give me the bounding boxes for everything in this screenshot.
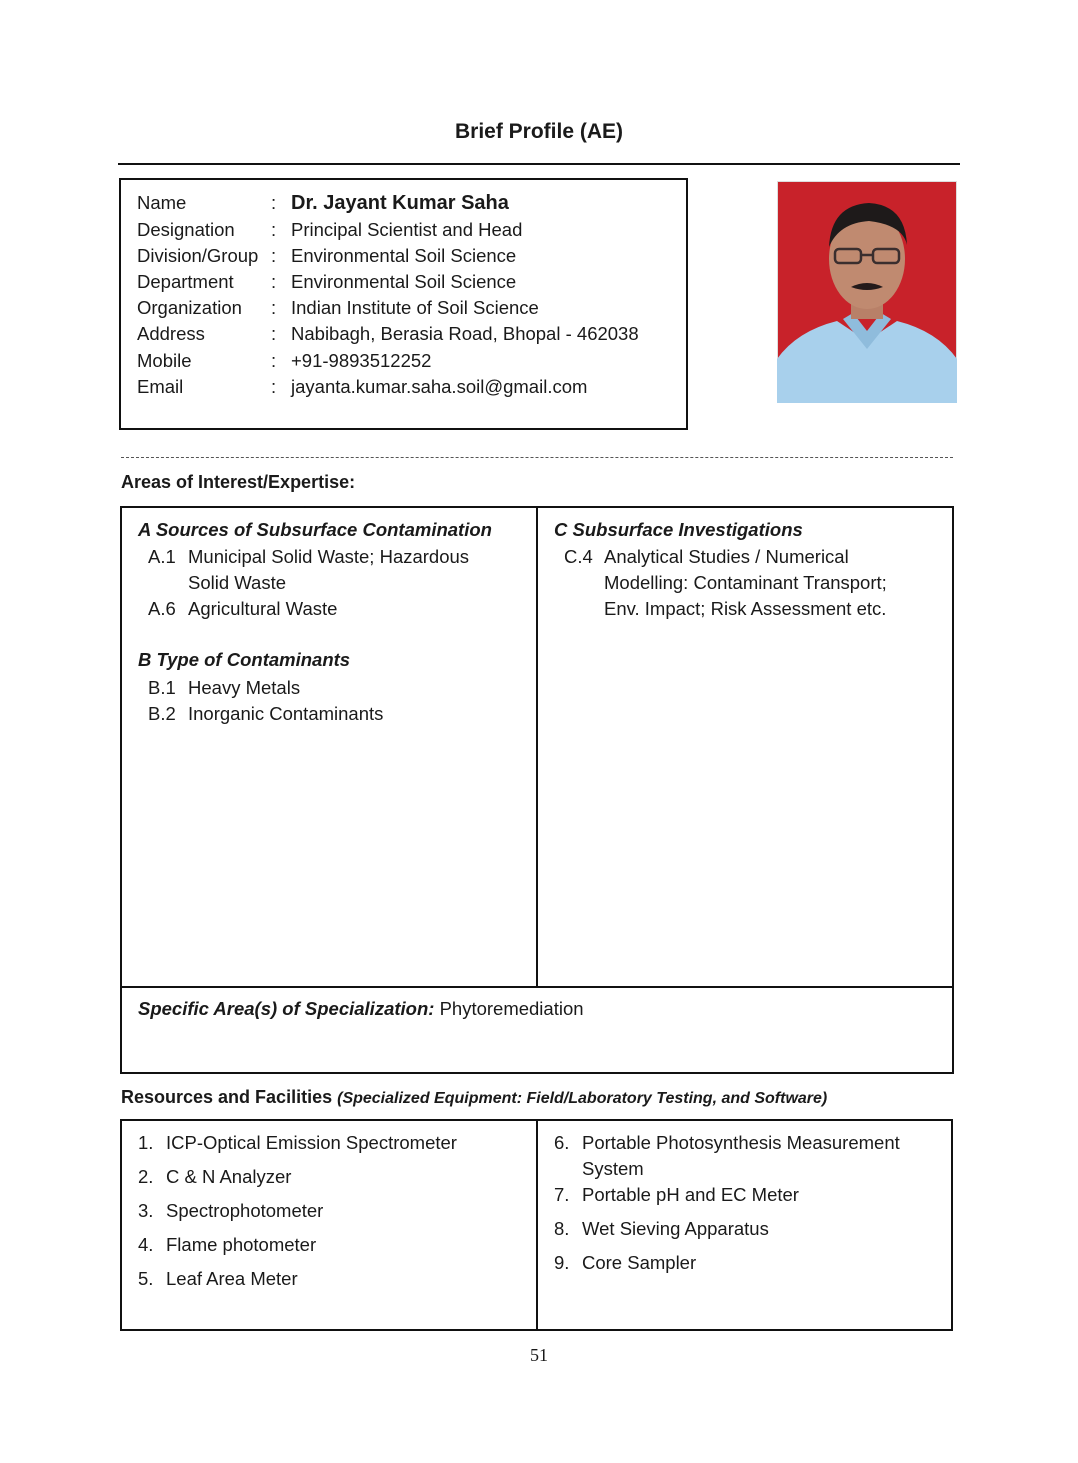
field-label: Organization <box>137 297 242 318</box>
field-separator: : <box>271 219 277 240</box>
item-text: Inorganic Contaminants <box>188 703 384 724</box>
field-separator: : <box>271 376 277 397</box>
field-value: Dr. Jayant Kumar Saha <box>291 192 509 214</box>
specialization-value: Phytoremediation <box>439 998 584 1019</box>
profile-row-designation <box>137 217 522 243</box>
item-text: Core Sampler <box>582 1252 697 1273</box>
profile-row-organization <box>137 295 539 321</box>
item-text: Municipal Solid Waste; Hazardous Solid Waste <box>188 546 470 593</box>
item-code: B.1 <box>148 677 176 698</box>
item-text: C & N Analyzer <box>166 1166 292 1187</box>
areas-heading: Areas of Interest/Expertise: <box>121 472 356 492</box>
specialization-label: Specific Area(s) of Specialization: <box>138 998 435 1019</box>
profile-info-box <box>119 178 688 430</box>
item-number: 8. <box>554 1218 570 1239</box>
item-text: Spectrophotometer <box>166 1200 324 1221</box>
field-label: Name <box>137 192 187 213</box>
person-portrait-icon <box>777 181 957 403</box>
item-number: 5. <box>138 1268 154 1289</box>
field-value: jayanta.kumar.saha.soil@gmail.com <box>291 376 588 397</box>
page-title: Brief Profile (AE) <box>454 120 624 143</box>
item-number: 7. <box>554 1184 570 1205</box>
field-value: Environmental Soil Science <box>291 245 517 266</box>
category-c-title: C Subsurface Investigations <box>554 519 803 540</box>
title-rule <box>118 163 960 165</box>
resources-heading <box>121 1087 827 1108</box>
field-value: Environmental Soil Science <box>291 271 517 292</box>
resources-table <box>120 1119 953 1331</box>
column-divider <box>536 1121 538 1329</box>
item-text: Flame photometer <box>166 1234 317 1255</box>
item-number: 9. <box>554 1252 570 1273</box>
areas-table <box>120 506 954 1074</box>
resources-title: Resources and Facilities <box>121 1087 333 1107</box>
item-text: Analytical Studies / Numerical Modelling: Contaminant Transport; Env. Impact; Risk Assessment etc. <box>604 546 887 619</box>
field-separator: : <box>271 271 277 292</box>
page-number: 51 <box>530 1345 548 1365</box>
field-value: +91-9893512252 <box>291 350 432 371</box>
profile-row-name <box>137 190 509 216</box>
specialization <box>138 998 584 1020</box>
item-code: A.1 <box>148 546 176 567</box>
list-item <box>564 544 944 622</box>
field-separator: : <box>271 323 277 344</box>
item-number: 3. <box>138 1200 154 1221</box>
list-item <box>148 675 528 701</box>
field-separator: : <box>271 245 277 266</box>
category-b-title: B Type of Contaminants <box>138 649 351 670</box>
item-number: 1. <box>138 1132 154 1153</box>
profile-row-department <box>137 269 516 295</box>
field-separator: : <box>271 192 277 213</box>
field-label: Email <box>137 376 184 397</box>
field-value: Principal Scientist and Head <box>291 219 523 240</box>
item-number: 6. <box>554 1132 570 1153</box>
column-divider <box>536 508 538 988</box>
field-value: Nabibagh, Berasia Road, Bhopal - 462038 <box>291 323 639 344</box>
list-item <box>148 544 528 596</box>
field-label: Designation <box>137 219 235 240</box>
field-separator: : <box>271 350 277 371</box>
item-text: Leaf Area Meter <box>166 1268 298 1289</box>
profile-row-division <box>137 243 516 269</box>
resources-subtitle: (Specialized Equipment: Field/Laboratory Testing, and Software) <box>337 1090 828 1107</box>
profile-row-email <box>137 374 587 400</box>
list-item <box>148 596 528 622</box>
item-number: 2. <box>138 1166 154 1187</box>
field-separator: : <box>271 297 277 318</box>
field-label: Address <box>137 323 205 344</box>
row-divider <box>122 986 952 988</box>
item-text: Wet Sieving Apparatus <box>582 1218 769 1239</box>
list-item <box>148 701 528 727</box>
item-text: Heavy Metals <box>188 677 301 698</box>
field-label: Mobile <box>137 350 192 371</box>
field-label: Department <box>137 271 234 292</box>
item-code: B.2 <box>148 703 176 724</box>
profile-row-mobile <box>137 348 431 374</box>
item-code: A.6 <box>148 598 176 619</box>
item-number: 4. <box>138 1234 154 1255</box>
profile-row-address <box>137 321 639 347</box>
field-value: Indian Institute of Soil Science <box>291 297 539 318</box>
item-text: Agricultural Waste <box>188 598 338 619</box>
field-label: Division/Group <box>137 245 259 266</box>
item-text: Portable pH and EC Meter <box>582 1184 799 1205</box>
item-text: ICP-Optical Emission Spectrometer <box>166 1132 457 1153</box>
item-code: C.4 <box>564 546 593 567</box>
item-text: Portable Photosynthesis Measurement System <box>582 1132 900 1179</box>
section-divider <box>121 457 953 458</box>
category-a-title: A Sources of Subsurface Contamination <box>138 519 492 540</box>
